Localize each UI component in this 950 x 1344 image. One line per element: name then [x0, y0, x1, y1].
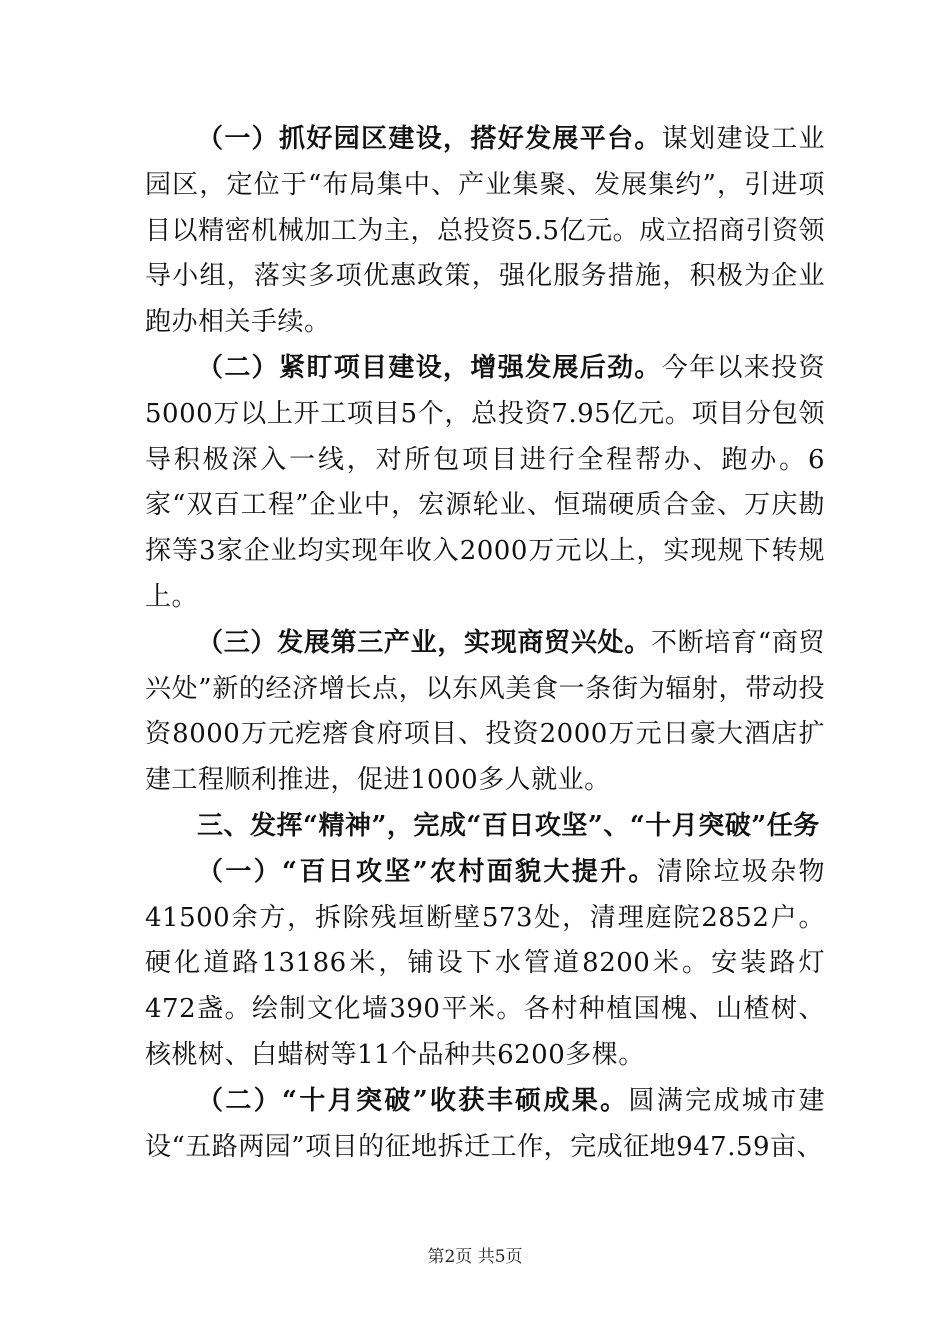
- paragraph-park-construction: [145, 117, 825, 346]
- paragraph-tertiary-industry: [145, 621, 825, 804]
- paragraph-text: 今年以来投资5000万以上开工项目5个，总投资7.95亿元。项目分包领导积极深入一线，对所包项目进行全程帮办、跑办。6家“双百工程”企业中，宏源轮业、恒瑞硬质合金、万庆勘探等3家企业均实现年收入2000万元以上，实现规下转规上。: [145, 352, 825, 612]
- document-body: [145, 117, 825, 1170]
- paragraph-text: 圆满完成城市建设“五路两园”项目的征地拆迁工作，完成征地947.59亩、: [145, 1085, 825, 1162]
- paragraph-heading: （一）“百日攻坚”农村面貌大提升。: [197, 856, 657, 887]
- page-number-footer: 第2页 共5页: [427, 1247, 523, 1267]
- section-title: 三、发挥“精神”，完成“百日攻坚”、“十月突破”任务: [197, 810, 820, 841]
- paragraph-text: 谋划建设工业园区，定位于“布局集中、产业集聚、发展集约”，引进项目以精密机械加工为主，总投资5.5亿元。成立招商引资领导小组，落实多项优惠政策，强化服务措施，积极为企业跑办相关手续。: [145, 124, 825, 338]
- paragraph-heading: （三）发展第三产业，实现商贸兴处。: [197, 627, 651, 658]
- paragraph-heading: （二）“十月突破”收获丰硕成果。: [197, 1085, 629, 1116]
- paragraph-october-breakthrough: [145, 1079, 825, 1171]
- paragraph-hundred-days: [145, 850, 825, 1079]
- paragraph-heading: （二）紧盯项目建设，增强发展后劲。: [197, 352, 662, 383]
- paragraph-text: 不断培育“商贸兴处”新的经济增长点，以东风美食一条街为辐射，带动投资8000万元疙瘩食府项目、投资2000万元日豪大酒店扩建工程顺利推进，促进1000多人就业。: [145, 627, 825, 796]
- paragraph-heading: （一）抓好园区建设，搭好发展平台。: [197, 124, 662, 154]
- paragraph-project-construction: [145, 346, 825, 621]
- paragraph-text: 清除垃圾杂物41500余方，拆除残垣断壁573处，清理庭院2852户。硬化道路13186米，铺设下水管道8200米。安装路灯472盏。绘制文化墙390平米。各村种植国槐、山楂树、核桃树、白蜡树等11个品种共6200多棵。: [145, 856, 825, 1070]
